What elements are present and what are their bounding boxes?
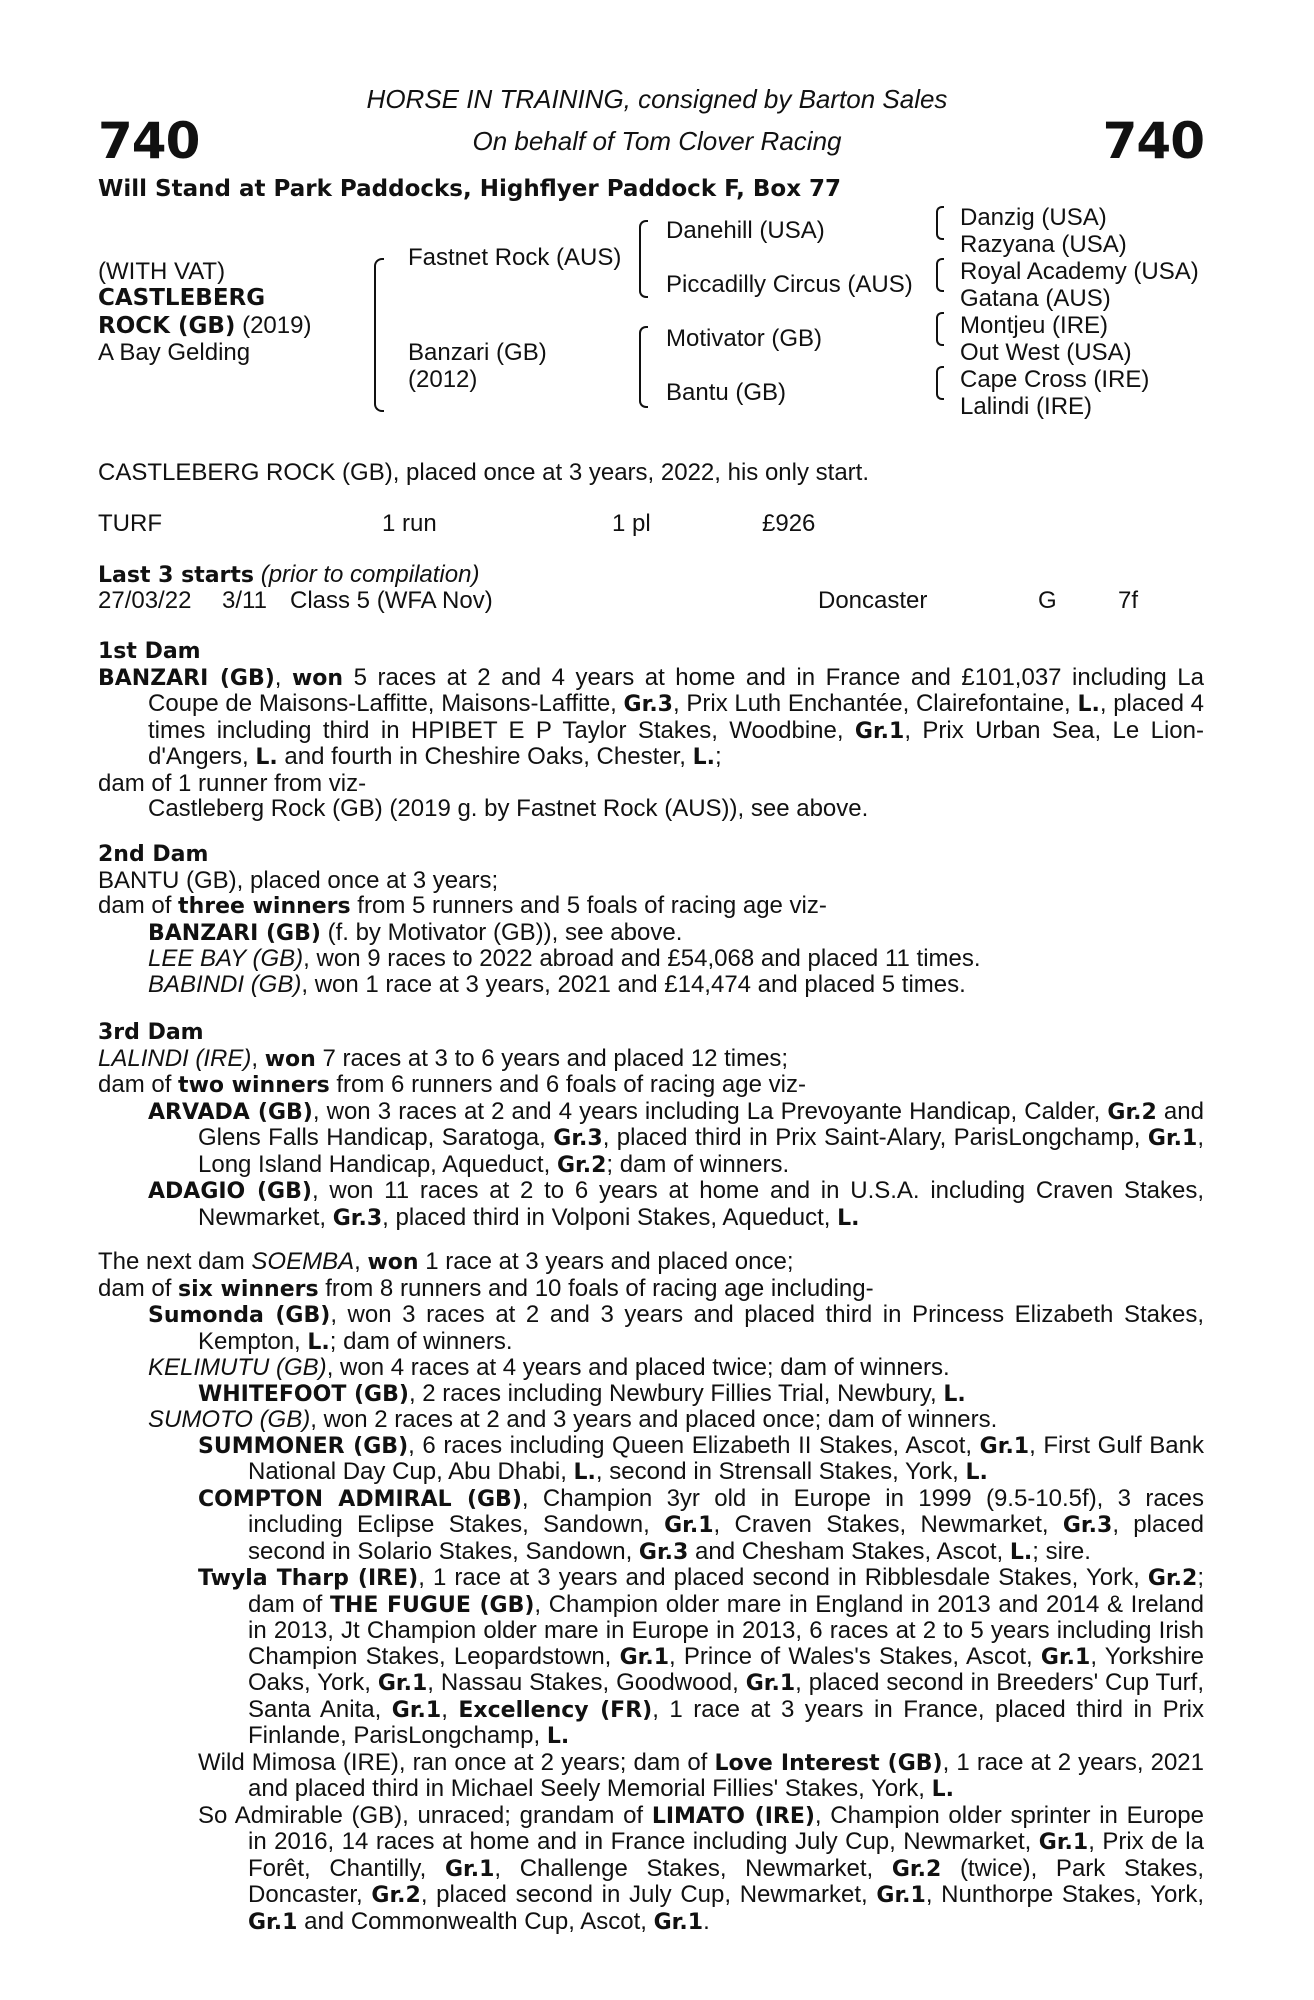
dam-year: (2012) [408, 366, 478, 393]
grandsire-4: Gatana (AUS) [960, 285, 1111, 312]
third-dam-record: LALINDI (IRE), won 7 races at 3 to 6 years and placed 12 times; [98, 1044, 789, 1072]
start-course: Doncaster [818, 587, 928, 614]
dam: Banzari (GB) [408, 339, 547, 366]
offspring-compton-admiral: COMPTON ADMIRAL (GB), Champion 3yr old in Europe in 1999 (9.5-10.5f), 3 races including Eclipse Stakes, Sandown, Gr.1, Craven Stakes, Newmarket, Gr.3, placed second in Solario Stakes, Sandown, Gr.3 and Chesham Stakes, Ascot, L.; sire. [198, 1484, 1205, 1565]
start-date: 27/03/22 [98, 587, 192, 614]
offspring-twyla-tharp: Twyla Tharp (IRE), 1 race at 3 years and placed second in Ribblesdale Stakes, York, Gr.2; dam of THE FUGUE (GB), Champion older mare in England in 2013 and 2014 & Ireland in 2013, Jt Champion older mare in Europe in 2013, 6 races at 2 to 5 years including Irish Champion Stakes, Leopardstown, Gr.1, Prince of Wales's Stakes, Ascot, Gr.1, Yorkshire Oaks, York, Gr.1, Nassau Stakes, Goodwood, Gr.1, placed second in Breeders' Cup Turf, Santa Anita, Gr.1, Excellency (FR), 1 race at 3 years in France, placed third in Prix Finlande, ParisLongchamp, L. [198, 1564, 1204, 1749]
second-dam-offspring-3: BABINDI (GB), won 1 race at 3 years, 2021 and £14,474 and placed 5 times. [148, 970, 966, 998]
horse-name-part2: ROCK (GB) [98, 313, 236, 339]
next-dam-section [98, 1249, 1204, 1935]
offspring-whitefoot: WHITEFOOT (GB), 2 races including Newbury Fillies Trial, Newbury, L. [198, 1379, 966, 1407]
offspring-kelimutu: KELIMUTU (GB), won 4 races at 4 years and placed twice; dam of winners. [148, 1354, 950, 1381]
pedigree-brace-sire [639, 220, 648, 298]
grandsire-6: Out West (USA) [960, 339, 1132, 366]
lot-number-left: 740 [98, 112, 200, 170]
first-dam-section [98, 639, 1204, 822]
next-dam-dam-of: dam of six winners from 8 runners and 10 foals of racing age including- [98, 1274, 874, 1302]
second-dam-offspring-2: LEE BAY (GB), won 9 races to 2022 abroad and £54,068 and placed 11 times. [148, 945, 981, 972]
offspring-so-admirable: So Admirable (GB), unraced; grandam of LIMATO (IRE), Champion older sprinter in Europe in 2016, 14 races at home and in France including July Cup, Newmarket, Gr.1, Prix de la Forêt, Chantilly, Gr.1, Challenge Stakes, Newmarket, Gr.2 (twice), Park Stakes, Doncaster, Gr.2, placed second in July Cup, Newmarket, Gr.1, Nunthorpe Stakes, York, Gr.1 and Commonwealth Cup, Ascot, Gr.1. [198, 1801, 1204, 1935]
offspring-sumoto: SUMOTO (GB), won 2 races at 2 and 3 years and placed once; dam of winners. [148, 1406, 998, 1433]
grandsire-3: Royal Academy (USA) [960, 258, 1199, 285]
offspring-summoner: SUMMONER (GB), 6 races including Queen Elizabeth II Stakes, Ascot, Gr.1, First Gulf Bank National Day Cup, Abu Dhabi, L., second in Strensall Stakes, York, L. [198, 1431, 1205, 1485]
sire-dam: Piccadilly Circus (AUS) [666, 271, 913, 298]
record-surface: TURF [98, 510, 162, 537]
horse-description: A Bay Gelding [98, 339, 251, 366]
pedigree-brace-g3 [936, 312, 944, 346]
last-starts-title: Last 3 starts [98, 563, 255, 588]
horse-year: (2019) [235, 312, 312, 339]
pedigree-brace-dam [639, 326, 648, 408]
stand-location: Will Stand at Park Paddocks, Highflyer Paddock F, Box 77 [98, 176, 842, 202]
pedigree-brace-g4 [936, 366, 944, 400]
grandsire-5: Montjeu (IRE) [960, 312, 1109, 339]
horse-name-line2 [98, 312, 311, 340]
third-dam-offspring-arvada: ARVADA (GB), won 3 races at 2 and 4 years including La Prevoyante Handicap, Calder, Gr.2 and Glens Falls Handicap, Saratoga, Gr.3, placed third in Prix Saint-Alary, ParisLongchamp, Gr.1, Long Island Handicap, Aqueduct, Gr.2; dam of winners. [148, 1097, 1204, 1178]
first-dam-record: BANZARI (GB), won 5 races at 2 and 4 years at home and in France and £101,037 including La Coupe de Maisons-Laffitte, Maisons-Laffitte, Gr.3, Prix Luth Enchantée, Clairefontaine, L., placed 4 times including third in HPIBET E P Taylor Stakes, Woodbine, Gr.1, Prix Urban Sea, Le Lion-d'Angers, L. and fourth in Cheshire Oaks, Chester, L.; [98, 663, 1204, 770]
grandsire-1: Danzig (USA) [960, 204, 1107, 231]
offspring-sumonda: Sumonda (GB), won 3 races at 2 and 3 years and placed third in Princess Elizabeth Stakes, Kempton, L.; dam of winners. [148, 1301, 1204, 1355]
second-dam-offspring-1: BANZARI (GB) (f. by Motivator (GB)), see above. [148, 918, 683, 946]
third-dam-section [98, 1020, 1204, 1231]
record-runs: 1 run [382, 510, 437, 537]
second-dam-heading: 2nd Dam [98, 842, 209, 867]
record-placed: 1 pl [612, 510, 651, 537]
first-dam-heading: 1st Dam [98, 639, 201, 664]
lot-number-right: 740 [1102, 112, 1204, 170]
sire-sire: Danehill (USA) [666, 217, 825, 244]
dam-dam: Bantu (GB) [666, 379, 787, 406]
second-dam-dam-of: dam of three winners from 5 runners and 5 foals of racing age viz- [98, 892, 827, 919]
first-dam-dam-of: dam of 1 runner from viz- [98, 769, 367, 797]
second-dam-record: BANTU (GB), placed once at 3 years; [98, 866, 499, 894]
third-dam-dam-of: dam of two winners from 6 runners and 6 foals of racing age viz- [98, 1071, 806, 1098]
third-dam-heading: 3rd Dam [98, 1020, 204, 1045]
third-dam-offspring-adagio: ADAGIO (GB), won 11 races at 2 to 6 years at home and in U.S.A. including Craven Stakes, Newmarket, Gr.3, placed third in Volponi Stakes, Aqueduct, L. [148, 1177, 1204, 1231]
dam-sire: Motivator (GB) [666, 325, 823, 352]
start-position: 3/11 [222, 587, 267, 614]
pedigree-brace-main [374, 258, 384, 412]
pedigree-brace-g1 [936, 206, 944, 240]
offspring-wild-mimosa: Wild Mimosa (IRE), ran once at 2 years; dam of Love Interest (GB), 1 race at 2 years, 2021 and placed third in Michael Seely Memorial Fillies' Stakes, York, L. [198, 1748, 1204, 1802]
grandsire-8: Lalindi (IRE) [960, 393, 1093, 420]
start-class: Class 5 (WFA Nov) [290, 587, 493, 614]
first-dam-offspring: Castleberg Rock (GB) (2019 g. by Fastnet Rock (AUS)), see above. [148, 795, 869, 822]
consignment-line: HORSE IN TRAINING, consigned by Barton Sales [366, 84, 948, 114]
start-going: G [1038, 587, 1057, 614]
horse-name-line1: CASTLEBERG [98, 285, 266, 311]
race-summary: CASTLEBERG ROCK (GB), placed once at 3 years, 2022, his only start. [98, 459, 869, 486]
vat-note: (WITH VAT) [98, 258, 226, 285]
pedigree-brace-g2 [936, 258, 944, 292]
last-starts-note: (prior to compilation) [254, 561, 480, 588]
second-dam-section [98, 842, 1204, 997]
sire: Fastnet Rock (AUS) [408, 244, 622, 271]
start-distance: 7f [1118, 587, 1139, 614]
record-earnings: £926 [762, 510, 816, 537]
grandsire-2: Razyana (USA) [960, 231, 1127, 258]
next-dam-record: The next dam SOEMBA, won 1 race at 3 years and placed once; [98, 1248, 794, 1275]
grandsire-7: Cape Cross (IRE) [960, 366, 1150, 393]
last-starts-heading [98, 561, 479, 589]
on-behalf-line: On behalf of Tom Clover Racing [472, 126, 842, 156]
